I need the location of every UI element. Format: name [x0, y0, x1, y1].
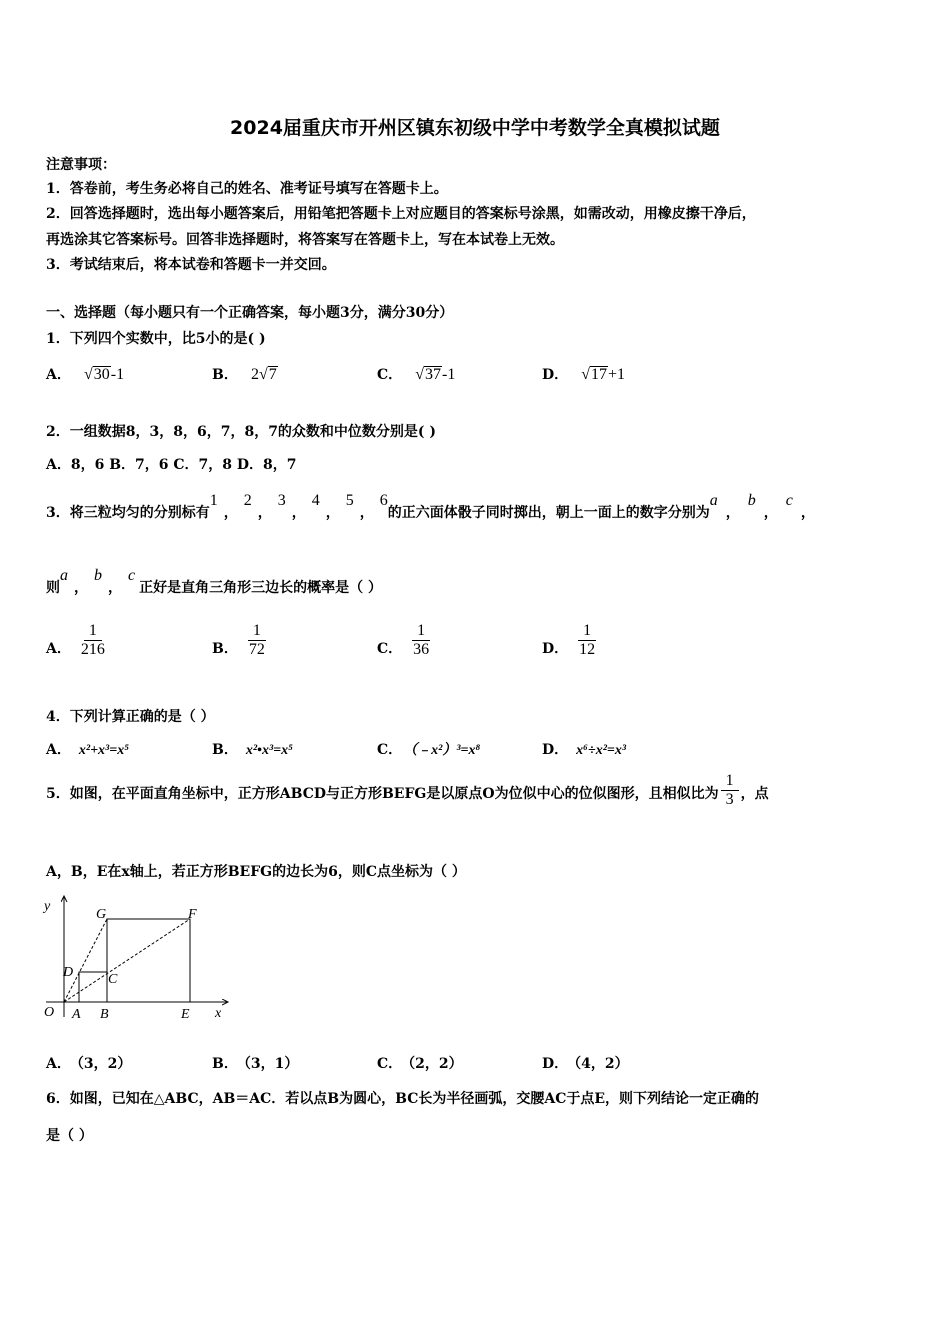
- question-5-line2: A，B，E在x轴上，若正方形BEFG的边长为6，则C点坐标为（ ）: [46, 864, 466, 880]
- var-b: b: [94, 567, 102, 584]
- q4-option-b: [212, 739, 293, 759]
- option-text: x²•x³=x⁵: [245, 743, 293, 758]
- separator: ，: [725, 505, 740, 521]
- q5-option-a: [46, 1053, 131, 1073]
- radicand: 30: [93, 366, 110, 383]
- option-label: C．: [377, 742, 403, 758]
- option-label: D．: [542, 742, 569, 758]
- label-o: O: [44, 1005, 55, 1020]
- square-befg: [107, 919, 190, 1002]
- label-g: G: [96, 907, 107, 922]
- label-y: y: [44, 899, 51, 914]
- var-c: c: [785, 492, 793, 509]
- q5-option-b: [212, 1053, 298, 1073]
- q4-option-d: [542, 739, 626, 759]
- option-label: B．: [212, 640, 238, 657]
- option-label: B．: [212, 1056, 238, 1072]
- question-6-line1: 6．如图，已知在△ABC，AB＝AC．若以点B为圆心，BC长为半径画弧，交腰AC于点E，则下列结论一定正确的: [46, 1091, 760, 1107]
- q3-option-b: [212, 622, 266, 659]
- option-label: A．: [46, 742, 71, 758]
- ratio-numerator: 1: [721, 772, 739, 791]
- option-text: （﹣x²）³=x⁸: [410, 743, 481, 758]
- separator: ，: [800, 505, 815, 521]
- label-f: F: [188, 907, 197, 922]
- die-value: 4: [311, 492, 320, 509]
- var-b: b: [747, 492, 756, 509]
- question-3-line2: [46, 565, 382, 596]
- radicand: 37: [425, 366, 442, 383]
- fraction-denominator: 12: [579, 641, 596, 658]
- die-value: 5: [345, 492, 354, 509]
- die-value: 6: [379, 492, 388, 509]
- option-label: D．: [542, 1056, 569, 1072]
- notice-item: 再选涂其它答案标号。回答非选择题时，将答案写在答题卡上，写在本试卷上无效。: [46, 232, 564, 248]
- option-label: C．: [377, 640, 403, 657]
- option-label: C．: [377, 367, 403, 383]
- option-post: +1: [608, 366, 626, 383]
- fraction-denominator: 72: [248, 641, 265, 658]
- option-text: （3，2）: [76, 1056, 132, 1072]
- notice-item: 1．答卷前，考生务必将自己的姓名、准考证号填写在答题卡上。: [46, 181, 448, 197]
- question-5-stem: [46, 772, 769, 809]
- dashed-line-of: [64, 919, 190, 1002]
- q5-stem-a: 5．如图，在平面直角坐标中，正方形ABCD与正方形BEFG是以原点O为位似中心的位似图形，且相似比为: [46, 785, 719, 802]
- label-d: D: [63, 965, 74, 980]
- option-text: x²+x³=x⁵: [78, 743, 130, 758]
- option-label: D．: [542, 640, 569, 657]
- option-post: -1: [442, 366, 456, 383]
- label-a: A: [72, 1007, 81, 1022]
- option-label: A．: [46, 640, 71, 657]
- notice-heading: 注意事项：: [46, 157, 116, 173]
- var-c: c: [128, 567, 136, 584]
- option-label: B．: [212, 367, 238, 383]
- q5-option-c: [377, 1053, 463, 1073]
- ratio-denominator: 3: [725, 791, 734, 808]
- q5-stem-b: ，点: [740, 785, 769, 802]
- q1-option-a: A． √30-1: [46, 366, 125, 383]
- separator: ，: [291, 505, 306, 521]
- section-heading: 一、选择题（每小题只有一个正确答案，每小题3分，满分30分）: [46, 305, 454, 321]
- label-b: B: [100, 1007, 109, 1022]
- question-1-stem: 1．下列四个实数中，比5小的是( ): [46, 331, 266, 347]
- separator: ，: [763, 505, 778, 521]
- fraction-numerator: 1: [84, 622, 102, 641]
- q3-option-c: [377, 622, 430, 659]
- q1-option-c: C． √37-1: [377, 366, 456, 383]
- dashed-line-og: [64, 919, 107, 1002]
- q1-option-d: D． √17+1: [542, 366, 626, 383]
- notice-item: 2．回答选择题时，选出每小题答案后，用铅笔把答题卡上对应题目的答案标号涂黑，如需改动，用橡皮擦干净后，: [46, 206, 756, 222]
- option-pre: 2: [250, 366, 259, 383]
- q3-stem-a: 3．将三粒均匀的分别标有: [46, 505, 210, 521]
- q3-option-a: [46, 622, 105, 659]
- die-value: 3: [277, 492, 286, 509]
- fraction-numerator: 1: [578, 622, 596, 641]
- question-3-stem: [46, 490, 815, 521]
- option-post: -1: [110, 366, 125, 383]
- radicand: 7: [268, 366, 277, 383]
- q4-option-c: [377, 739, 480, 759]
- fraction-denominator: 36: [413, 641, 430, 658]
- label-c: C: [108, 972, 118, 987]
- option-label: B．: [212, 742, 238, 758]
- q4-option-a: [46, 739, 129, 759]
- option-label: D．: [542, 367, 569, 383]
- question-4-stem: 4．下列计算正确的是（ ）: [46, 709, 215, 725]
- separator: ，: [359, 505, 374, 521]
- label-e: E: [181, 1007, 190, 1022]
- q1-option-b: B． 2√7: [212, 366, 277, 383]
- page-title: 2024届重庆市开州区镇东初级中学中考数学全真模拟试题: [230, 117, 720, 139]
- option-text: （4，2）: [574, 1056, 629, 1072]
- q3-stem-b: 的正六面体骰子同时掷出，朝上一面上的数字分别为: [387, 505, 710, 521]
- fraction-numerator: 1: [412, 622, 430, 641]
- q5-option-d: [542, 1053, 629, 1073]
- option-text: （2，2）: [408, 1056, 463, 1072]
- var-a: a: [60, 567, 68, 584]
- separator: ，: [74, 580, 88, 596]
- radicand: 17: [591, 366, 608, 383]
- option-label: A．: [46, 367, 71, 383]
- var-a: a: [709, 492, 718, 509]
- question-6-line2: 是（ ）: [46, 1128, 93, 1144]
- label-x: x: [215, 1006, 222, 1021]
- separator: ，: [108, 580, 122, 596]
- q3-option-d: [542, 622, 596, 659]
- q3-line2-a: 则: [46, 580, 60, 596]
- question-2-options: A．8，6 B．7，6 C．7，8 D．8，7: [46, 457, 297, 473]
- option-text: x⁶÷x²=x³: [576, 743, 627, 758]
- option-label: A．: [46, 1056, 71, 1072]
- separator: ，: [325, 505, 340, 521]
- option-label: C．: [377, 1056, 403, 1072]
- q5-figure: [40, 892, 240, 1027]
- die-value: 1: [209, 492, 218, 509]
- die-value: 2: [243, 492, 252, 509]
- option-text: （3，1）: [243, 1056, 299, 1072]
- q3-line2-b: 正好是直角三角形三边长的概率是（ ）: [139, 580, 382, 596]
- notice-item: 3．考试结束后，将本试卷和答题卡一并交回。: [46, 257, 336, 273]
- fraction-numerator: 1: [248, 622, 266, 641]
- separator: ，: [223, 505, 238, 521]
- fraction-denominator: 216: [80, 641, 105, 658]
- separator: ，: [257, 505, 272, 521]
- question-2-stem: 2．一组数据8，3，8，6，7，8，7的众数和中位数分别是( ): [46, 424, 437, 440]
